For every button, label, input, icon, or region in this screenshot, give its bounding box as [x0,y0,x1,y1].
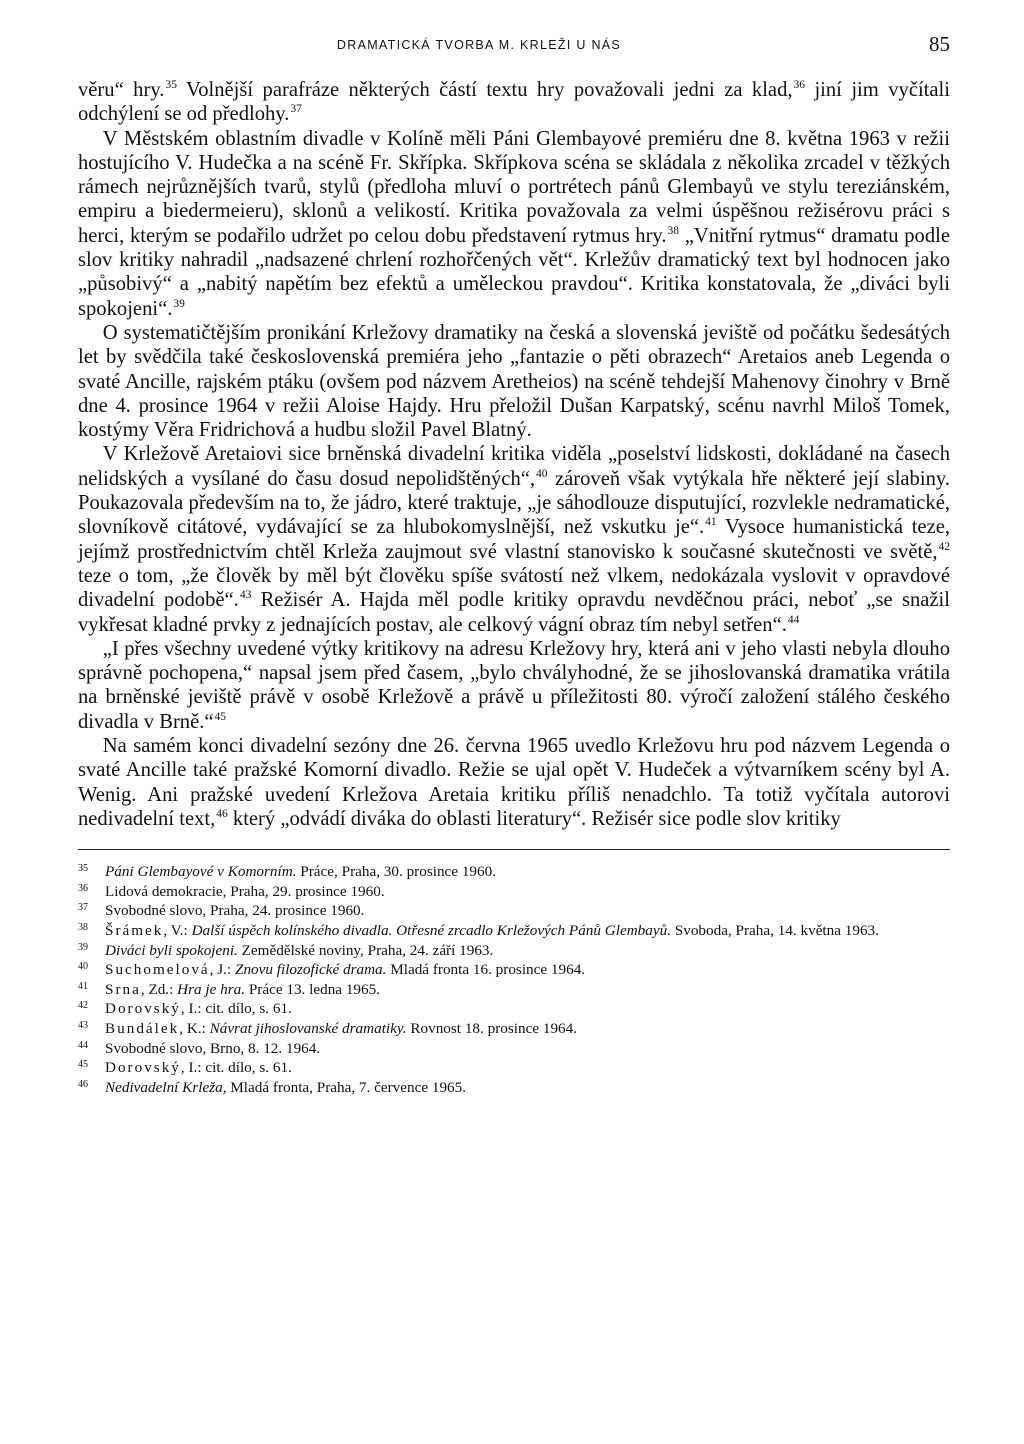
text-run: V Městském oblastním divadle v Kolíně měli Páni Glembayové premiéru dne 8. května 1963 v režii hostujícího V. Hudečka a na scéně Fr. Skřípka. Skřípkova scéna se skládala z několika zrcadel v těžkých rámech nejrůznějších tvarů, stylů (předloha mluví o portrétech pánů Glembayů ve stylu tereziánském, empiru a biedermeieru), sklonů a velikostí. Kritika považovala za velmi úspěšnou režisérovu práci s herci, kterým se podařilo udržet po celou dobu představení rytmus hry. [78,127,950,247]
running-head: DRAMATICKÁ TVORBA M. KRLEŽI U NÁS [336,38,622,52]
footnote-number-label: 46 [78,1078,88,1090]
page-header [78,30,950,60]
footnote-number [78,1078,105,1098]
citation-text: , J.: [209,961,235,979]
body-text [78,78,950,831]
author-name: Dorovský [105,1000,181,1018]
author-name: Šrámek [105,921,164,939]
footnote-number-label: 38 [78,921,88,933]
footnote-number-label: 41 [78,980,88,992]
footnote-text [105,882,950,902]
body-paragraph [78,321,950,442]
body-paragraph [78,127,950,321]
footnote [78,901,950,921]
footnote-number [78,941,105,961]
footnote-number [78,960,105,980]
citation-text: , K.: [179,1019,210,1037]
citation-text: Svoboda, Praha, 14. května 1963. [671,921,879,939]
citation-text: , I.: cit. dílo, s. 61. [180,1059,292,1077]
footnote-reference[interactable]: 41 [705,516,717,529]
text-run: O systematičtějším pronikání Krležovy dramatiky na česká a slovenská jeviště od počátku šedesátých let by svědčila také československá premiéra jeho „fantazie o pěti obrazech“ Aretaios aneb Legenda o svaté Ancille, rajském ptáku (ovšem pod názvem Aretheios) na scéně tehdejší Mahenovy činohry v Brně dne 4. prosince 1964 v režii Aloise Hajdy. Hru přeložil Dušan Karpatský, scénu navrhl Miloš Tomek, kostýmy Věra Fridrichová a hudbu složil Pavel Blatný. [78,321,950,442]
footnote [78,960,950,980]
footnote [78,941,950,961]
footnote-number [78,1058,105,1078]
body-paragraph [78,637,950,734]
footnote-number [78,1039,105,1059]
footnote-number [78,999,105,1019]
footnote-reference[interactable]: 37 [290,103,302,116]
footnote-text [105,862,950,882]
footnote [78,1019,950,1039]
citation-title: Znovu filozofické drama. [235,961,387,979]
citation-text: Svobodné slovo, Praha, 24. prosince 1960. [105,902,365,920]
footnote-reference[interactable]: 45 [214,710,227,723]
author-name: Suchomelová [105,961,210,979]
footnote-reference[interactable]: 40 [536,467,548,480]
footnote-text [105,980,950,1000]
footnote-number-label: 37 [78,902,88,914]
text-run: Na samém konci divadelní sezóny dne 26. června 1965 uvedlo Krležovu hru pod názvem Legenda o svaté Ancille také pražské Komorní divadlo. Režie se ujal opět V. Hudeček a výtvarníkem scény byl A. Wenig. Ani pražské uvedení Krležova Aretaia kritiku příliš nenadchlo. Ta totiž vyčítala autorovi nedivadelní text, [78,735,950,830]
author-name: Srna [105,980,141,998]
citation-title: Hra je hra. [177,980,246,998]
footnote [78,921,950,941]
footnote-number [78,1019,105,1039]
citation-title: Diváci byli spokojeni. [105,941,238,959]
footnote-text [105,1019,950,1039]
body-paragraph [78,442,950,636]
citation-title: Návrat jihoslovanské dramatiky. [209,1019,407,1037]
footnote-reference[interactable]: 35 [165,79,177,91]
footnote-text [105,1039,950,1059]
citation-title: Další úspěch kolínského divadla. Otřesné zrcadlo Krležových Pánů Glembayů. [191,921,671,939]
footnote-text [105,941,950,961]
page [78,30,950,1097]
footnote-number-label: 39 [78,941,88,953]
citation-text: Rovnost 18. prosince 1964. [406,1019,578,1037]
text-run: Volnější parafráze některých částí textu hry považovali jedni za klad, [176,79,793,101]
citation-text: , Zd.: [140,980,178,998]
footnote-reference[interactable]: 44 [787,613,800,626]
author-name: Bundálek [105,1019,180,1037]
text-run: „Vnitřní rytmus“ dramatu podle slov kritiky nahradil „nadsazené chrlení rozhořčených vět“. Krležův dramatický text byl hodnocen jako „působivý“ a „nabitý napětím bez efektů a uměleckou pravdou“. Kritika konstatovala, že „diváci byli spokojeni“. [78,224,951,320]
citation-text: , V.: [163,921,192,939]
footnote-reference[interactable]: 43 [239,589,252,602]
text-run: zároveň však vytýkala hře některé její slabiny. Poukazovala především na to, že jádro, které traktuje, „je sáhodlouze disputující, rozvlekle nedramatické, slovníkově citátové, vydávající se za hlubokomyslnější, než vskutku je“. [78,467,950,539]
page-number: 85 [929,32,950,56]
footnote-text [105,1078,950,1098]
footnote-number-label: 35 [78,863,88,875]
citation-text: Lidová demokracie, Praha, 29. prosince 1960. [105,882,385,900]
footnote [78,1039,950,1059]
footnote-reference[interactable]: 39 [173,297,185,310]
footnote-reference[interactable]: 42 [938,540,950,553]
citation-text: Mladá fronta 16. prosince 1964. [386,961,586,979]
author-name: Dorovský [105,1059,181,1077]
text-run: Vysoce humanistická teze, jejímž prostřednictvím chtěl Krleža zaujmout své vlastní stanovisko k současné skutečnosti ve světě, [78,516,950,563]
footnote-number-label: 36 [78,882,88,894]
citation-title: Páni Glembayové v Komorním. [105,863,297,881]
footnote-text [105,999,950,1019]
citation-text: Práce, Praha, 30. prosince 1960. [296,863,496,881]
footnote-number-label: 43 [78,1019,88,1031]
body-paragraph [78,78,950,127]
footnote-text [105,901,950,921]
footnote-number [78,921,105,941]
body-paragraph [78,734,950,831]
text-run: V Krležově Aretaiovi sice brněnská divadelní kritika viděla „poselství lidskosti, dokládané na časech nelidských a vysílané do času dosud nepolidštěných“, [78,443,950,490]
footnote-number [78,882,105,902]
footnotes [78,862,950,1097]
footnote-text [105,921,950,941]
footnote-number-label: 44 [78,1039,88,1051]
footnote-number [78,901,105,921]
footnote-number [78,862,105,882]
citation-text: , I.: cit. dílo, s. 61. [180,1000,292,1018]
footnote [78,980,950,1000]
citation-text: Mladá fronta, Praha, 7. července 1965. [226,1078,467,1096]
footnote-number-label: 40 [78,961,88,973]
footnote-number-label: 45 [78,1059,88,1071]
footnote-reference[interactable]: 38 [667,224,680,237]
footnote-text [105,960,950,980]
footnote-number-label: 42 [78,1000,88,1012]
footnote-rule [78,849,950,850]
footnote [78,999,950,1019]
citation-title: Nedivadelní Krleža, [105,1078,227,1096]
text-run: který „odvádí diváka do oblasti literatury“. Režisér sice podle slov kritiky [227,807,841,830]
text-run: věru“ hry. [78,79,165,101]
footnote [78,882,950,902]
footnote [78,1078,950,1098]
footnote-reference[interactable]: 46 [216,807,228,820]
footnote-text [105,1058,950,1078]
text-run: teze o tom, „že člověk by měl být člověku spíše svátostí než vlkem, nedokázala vyslovit v opravdové divadelní podobě“. [78,564,950,612]
footnote-number [78,980,105,1000]
footnote-reference[interactable]: 36 [793,79,806,91]
text-run: „I přes všechny uvedené výtky kritikovy na adresu Krležovy hry, která ani v jeho vlasti nebyla dlouho správně pochopena,“ napsal jsem před časem, „bylo chvályhodné, že se jihoslovanská dramatika vrátila na brněnské jeviště právě v osobě Krležově a právě u příležitosti 80. výročí založení stálého českého divadla v Brně.“ [78,637,950,733]
citation-text: Práce 13. ledna 1965. [245,980,381,998]
citation-text: Zemědělské noviny, Praha, 24. září 1963. [237,941,494,959]
citation-text: Svobodné slovo, Brno, 8. 12. 1964. [105,1039,321,1057]
text-run: jiní jim vyčítali odchýlení se od předlohy. [78,79,950,126]
footnote [78,1058,950,1078]
footnote [78,862,950,882]
text-run: Režisér A. Hajda měl podle kritiky opravdu nevděčnou práci, neboť „se snažil vykřesat kladné prvky z jednajících postav, ale celkový vágní obraz tím nebyl setřen“. [78,589,950,636]
